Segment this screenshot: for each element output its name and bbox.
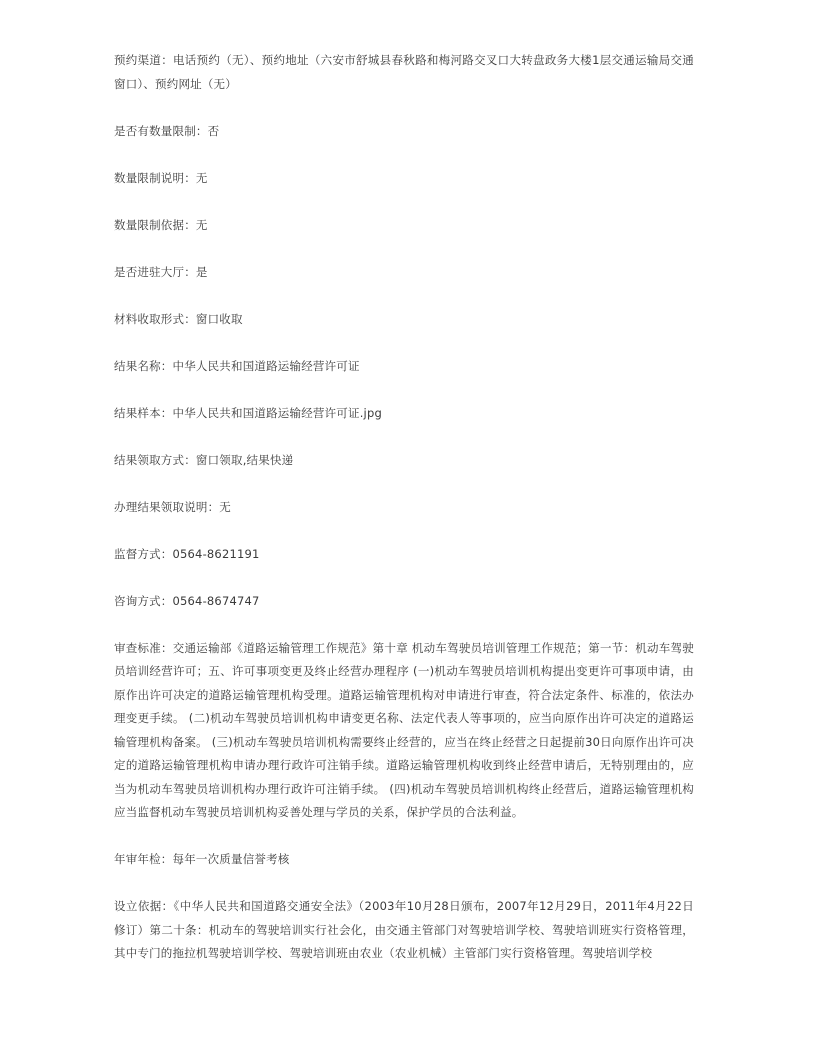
result-pickup-method: 结果领取方式：窗口领取,结果快递 [114,452,294,467]
quantity-limit-description: 数量限制说明：无 [114,170,208,185]
document-body [114,49,694,989]
material-collection-form: 材料收取形式：窗口收取 [114,311,243,326]
appointment-channels: 预约渠道：电话预约（无）、预约地址（六安市舒城县春秋路和梅河路交叉口大转盘政务大楼1层交通运输局交通窗口）、预约网址（无） [114,53,694,91]
quantity-limit-basis: 数量限制依据：无 [114,217,208,232]
result-pickup-note: 办理结果领取说明：无 [114,499,231,514]
quantity-limit: 是否有数量限制：否 [114,123,220,138]
consultation-phone: 咨询方式：0564-8674747 [114,593,260,608]
supervision-phone: 监督方式：0564-8621191 [114,546,260,561]
review-standard: 审查标准：交通运输部《道路运输管理工作规范》第十章 机动车驾驶员培训管理工作规范；第一节：机动车驾驶员培训经营许可；五、许可事项变更及终止经营办理程序 (一)机动车驾驶员培训机构提出变更许可事项申请，由原作出许可决定的道路运输管理机构受理。道路运输管理机构对申请进行审查，符合法定条件、标准的，依法办理变更手续。 (二)机动车驾驶员培训机构申请变更名称、法定代表人等事项的，应当向原作出许可决定的道路运输管理机构备案。 (三)机动车驾驶员培训机构需要终止经营的，应当在终止经营之日起提前30日向原作出许可决定的道路运输管理机构申请办理行政许可注销手续。道路运输管理机构收到终止经营申请后，无特别理由的，应当为机动车驾驶员培训机构办理行政许可注销手续。 (四)机动车驾驶员培训机构终止经营后，道路运输管理机构应当监督机动车驾驶员培训机构妥善处理与学员的关系，保护学员的合法利益。 [114,640,694,819]
result-sample: 结果样本：中华人民共和国道路运输经营许可证.jpg [114,405,382,420]
annual-inspection: 年审年检：每年一次质量信誉考核 [114,852,290,866]
in-service-hall: 是否进驻大厅：是 [114,264,208,279]
result-name: 结果名称：中华人民共和国道路运输经营许可证 [114,358,360,373]
legal-basis: 设立依据：《中华人民共和国道路交通安全法》（2003年10月28日颁布，2007年12月29日，2011年4月22日修订）第二十条：机动车的驾驶培训实行社会化，由交通主管部门对驾驶培训学校、驾驶培训班实行资格管理，其中专门的拖拉机驾驶培训学校、驾驶培训班由农业（农业机械）主管部门实行资格管理。驾驶培训学校 [114,899,694,960]
